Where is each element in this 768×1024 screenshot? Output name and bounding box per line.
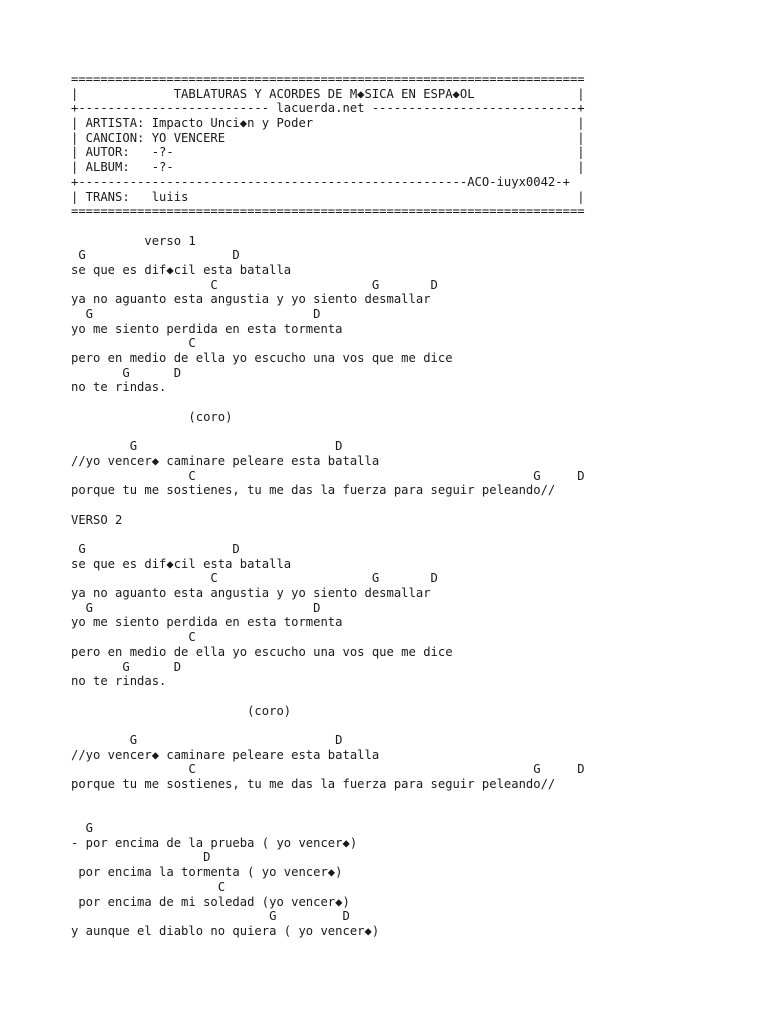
chord-line: C G D (71, 277, 438, 292)
lyric-line: - por encima de la prueba ( yo vencer◆) (71, 835, 358, 850)
lyric-line: pero en medio de ella yo escucho una vos que me dice (71, 644, 453, 659)
chord-line: G D (71, 909, 350, 924)
chord-line: G D (71, 365, 182, 380)
header-box-line: ====================================================================== (71, 204, 585, 219)
lyric-line: no te rindas. (71, 380, 167, 395)
blank-line (71, 718, 761, 733)
header-box-line: +-----------------------------------------------------ACO-iuyx0042-+ (71, 174, 570, 189)
header-box-line: | CANCION: YO VENCERE | (71, 130, 585, 145)
section-label: VERSO 2 (71, 512, 123, 527)
chord-line: D (71, 850, 211, 865)
section-label: verso 1 (71, 233, 196, 248)
lyric-line: //yo vencer◆ caminare peleare esta batalla (71, 747, 380, 762)
song-sheet (71, 72, 761, 939)
header-box-line: ====================================================================== (71, 72, 585, 86)
chord-line: G D (71, 732, 343, 747)
blank-line (71, 498, 761, 513)
chord-line: C G D (71, 762, 585, 777)
chord-line: C G D (71, 571, 438, 586)
lyric-line: se que es dif◆cil esta batalla (71, 262, 292, 277)
chord-line: C (71, 879, 226, 894)
chord-line: G D (71, 542, 240, 556)
header-box-line: | ARTISTA: Impacto Unci◆n y Poder | (71, 116, 585, 131)
lyric-line: porque tu me sostienes, tu me das la fuerza para seguir peleando// (71, 777, 556, 791)
section-label: (coro) (71, 409, 233, 424)
chord-line: G D (71, 248, 240, 263)
chord-line: C G D (71, 468, 585, 483)
blank-line (71, 395, 761, 410)
blank-line (71, 689, 761, 704)
lyric-line: ya no aguanto esta angustia y yo siento desmallar (71, 292, 431, 307)
chord-line: C (71, 336, 196, 351)
lyric-line: por encima de mi soledad (yo vencer◆) (71, 894, 350, 909)
chord-line: G (71, 821, 94, 836)
header-box-line: | AUTOR: -?- | (71, 145, 585, 160)
chord-line: G D (71, 600, 321, 615)
chord-line: G D (71, 659, 182, 674)
blank-line (71, 792, 761, 807)
chord-line: G D (71, 439, 343, 454)
lyric-line: se que es dif◆cil esta batalla (71, 556, 292, 571)
blank-line (71, 425, 761, 440)
blank-line (71, 219, 761, 234)
section-label: (coro) (71, 703, 292, 718)
lyric-line: //yo vencer◆ caminare peleare esta batalla (71, 453, 380, 468)
lyric-line: no te rindas. (71, 674, 167, 689)
lyric-line: yo me siento perdida en esta tormenta (71, 321, 343, 336)
chord-line: C (71, 630, 196, 645)
header-box-line: | TABLATURAS Y ACORDES DE M◆SICA EN ESPA◆OL | (71, 86, 585, 101)
blank-line (71, 806, 761, 821)
chord-line: G D (71, 307, 321, 321)
header-box-line: | ALBUM: -?- | (71, 160, 585, 175)
lyric-line: por encima la tormenta ( yo vencer◆) (71, 865, 343, 880)
header-box-line: | TRANS: luiis | (71, 189, 585, 204)
header-box-line: +-------------------------- lacuerda.net ----------------------------+ (71, 101, 585, 116)
lyric-line: y aunque el diablo no quiera ( yo vencer◆) (71, 923, 380, 938)
lyric-line: yo me siento perdida en esta tormenta (71, 615, 343, 630)
lyric-line: pero en medio de ella yo escucho una vos que me dice (71, 351, 453, 366)
blank-line (71, 527, 761, 542)
lyric-line: ya no aguanto esta angustia y yo siento desmallar (71, 586, 431, 601)
lyric-line: porque tu me sostienes, tu me das la fuerza para seguir peleando// (71, 483, 556, 498)
